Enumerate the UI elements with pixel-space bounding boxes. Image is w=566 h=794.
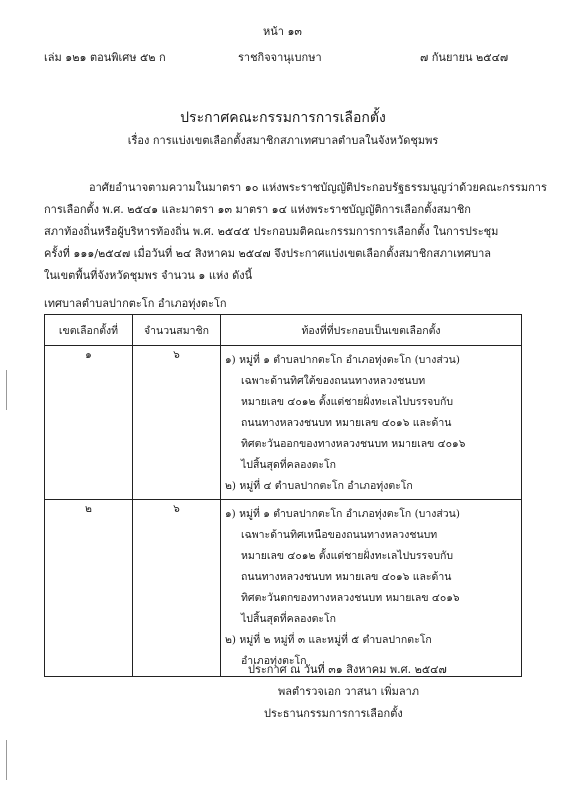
volume-info: เล่ม ๑๒๑ ตอนพิเศษ ๕๒ ก: [44, 51, 166, 64]
preamble-line: สภาท้องถิ่นหรือผู้บริหารท้องถิ่น พ.ศ. ๒๕๔๕ ประกอบมติคณะกรรมการการเลือกตั้ง ในการประชุม: [44, 225, 499, 238]
column-header-area: ท้องที่ที่ประกอบเป็นเขตเลือกตั้ง: [221, 315, 522, 346]
document-subject: เรื่อง การแบ่งเขตเลือกตั้งสมาชิกสภาเทศบาลตำบลในจังหวัดชุมพร: [127, 134, 439, 147]
table-header-row: [45, 315, 522, 346]
area-line: เฉพาะด้านทิศเหนือของถนนทางหลวงชนบท: [241, 529, 438, 541]
table-row: [45, 500, 522, 677]
area-line: ๑) หมู่ที่ ๑ ตำบลปากตะโก อำเภอทุ่งตะโก (บางส่วน): [225, 354, 460, 366]
zone-number: ๒: [45, 500, 133, 677]
area-line: ทิศตะวันตกของทางหลวงชนบท หมายเลข ๔๐๑๖: [241, 592, 460, 604]
zone-area-cell: [221, 500, 522, 677]
preamble-line: ครั้งที่ ๑๑๑/๒๕๔๗ เมื่อวันที่ ๒๔ สิงหาคม ๒๕๔๗ จึงประกาศแบ่งเขตเลือกตั้งสมาชิกสภาเทศบาล: [44, 247, 492, 260]
area-line: ถนนทางหลวงชนบท หมายเลข ๔๐๑๖ และด้าน: [241, 571, 452, 583]
area-line: ไปสิ้นสุดที่คลองตะโก: [241, 613, 337, 625]
scan-edge-mark: [6, 370, 7, 410]
member-count: ๖: [133, 346, 221, 500]
area-line: หมายเลข ๔๐๑๒ ตั้งแต่ชายฝั่งทะเลไปบรรจบกับ: [241, 396, 454, 408]
area-line: หมายเลข ๔๐๑๒ ตั้งแต่ชายฝั่งทะเลไปบรรจบกับ: [241, 550, 454, 562]
scan-edge-mark: [6, 740, 7, 780]
signatory-position: ประธานกรรมการการเลือกตั้ง: [264, 707, 403, 720]
zone-number: ๑: [45, 346, 133, 500]
page-number: หน้า ๑๓: [263, 25, 302, 38]
area-line: อำเภอทุ่งตะโก: [241, 655, 307, 667]
document-title: ประกาศคณะกรรมการการเลือกตั้ง: [180, 110, 386, 126]
zone-area-cell: [221, 346, 522, 500]
municipality-heading: เทศบาลตำบลปากตะโก อำเภอทุ่งตะโก: [44, 297, 227, 310]
preamble-line: การเลือกตั้ง พ.ศ. ๒๕๔๑ และมาตรา ๑๓ มาตรา ๑๔ แห่งพระราชบัญญัติการเลือกตั้งสมาชิก: [44, 203, 471, 216]
member-count: ๖: [133, 500, 221, 677]
gazette-name: ราชกิจจานุเบกษา: [238, 51, 322, 64]
issue-date: ๗ กันยายน ๒๕๔๗: [420, 51, 509, 64]
area-line: ทิศตะวันออกของทางหลวงชนบท หมายเลข ๔๐๑๖: [241, 438, 466, 450]
signatory-name: พลตำรวจเอก วาสนา เพิ่มลาภ: [278, 685, 420, 698]
table-row: [45, 346, 522, 500]
preamble-line: อาศัยอำนาจตามความในมาตรา ๑๐ แห่งพระราชบัญญัติประกอบรัฐธรรมนูญว่าด้วยคณะกรรมการ: [89, 181, 547, 194]
area-line: ๒) หมู่ที่ ๔ ตำบลปากตะโก อำเภอทุ่งตะโก: [225, 480, 413, 492]
area-line: ๑) หมู่ที่ ๑ ตำบลปากตะโก อำเภอทุ่งตะโก (บางส่วน): [225, 508, 460, 520]
column-header-zone: เขตเลือกตั้งที่: [45, 315, 133, 346]
area-line: ไปสิ้นสุดที่คลองตะโก: [241, 459, 337, 471]
electoral-zone-table: [44, 314, 522, 677]
column-header-members: จำนวนสมาชิก: [133, 315, 221, 346]
area-line: เฉพาะด้านทิศใต้ของถนนทางหลวงชนบท: [241, 375, 426, 387]
area-line: ถนนทางหลวงชนบท หมายเลข ๔๐๑๖ และด้าน: [241, 417, 452, 429]
area-line: ๒) หมู่ที่ ๒ หมู่ที่ ๓ และหมู่ที่ ๕ ตำบลปากตะโก: [225, 634, 432, 646]
announcement-date: ประกาศ ณ วันที่ ๓๑ สิงหาคม พ.ศ. ๒๕๔๗: [248, 663, 447, 676]
preamble-line: ในเขตพื้นที่จังหวัดชุมพร จำนวน ๑ แห่ง ดังนี้: [44, 269, 253, 282]
